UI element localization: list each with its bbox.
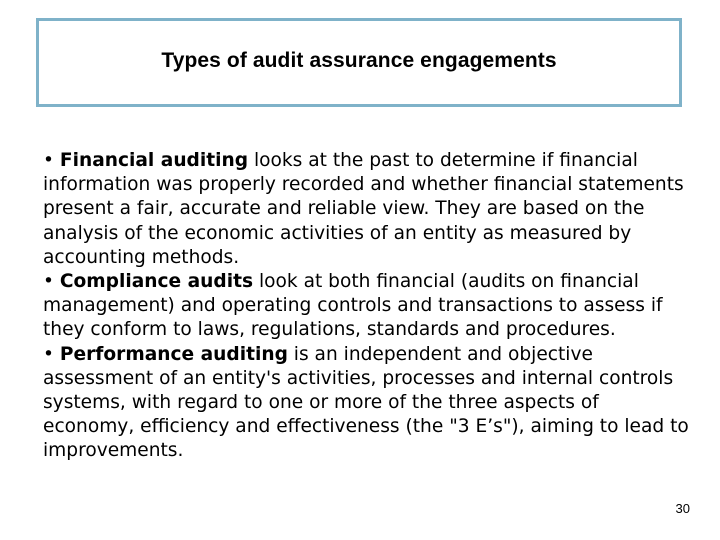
bullet-text: looks at the past to determine if financial information was properly recorded and whether financial statements present a fair, accurate and reliable view. They are based on the analysis of the economic activities of an entity as measured by accounting methods.	[43, 150, 684, 268]
bullet-marker: •	[43, 150, 54, 171]
bullet-marker: •	[43, 343, 54, 365]
title-box	[36, 18, 682, 107]
slide-title: Types of audit assurance engagements	[161, 49, 557, 72]
bullet-list	[43, 149, 693, 464]
bullet-text: look at both financial (audits on financial management) and operating controls and transactions to assess if they conform to laws, regulations, standards and procedures.	[43, 271, 663, 341]
bullet-marker: •	[43, 271, 54, 293]
bullet-financial-auditing	[43, 149, 693, 270]
bullet-text: is an independent and objective assessment of an entity's activities, processes and internal controls systems, with regard to one or more of the three aspects of economy, efficiency and effectiveness (the "3 E’s"), aiming to lead to improvements.	[43, 343, 689, 462]
page-number: 30	[675, 501, 690, 516]
bullet-term: Performance auditing	[59, 343, 288, 365]
bullet-term: Financial auditing	[59, 150, 249, 171]
bullet-term: Compliance audits	[59, 271, 254, 293]
bullet-compliance-audits	[43, 270, 693, 343]
bullet-performance-auditing	[43, 343, 693, 464]
